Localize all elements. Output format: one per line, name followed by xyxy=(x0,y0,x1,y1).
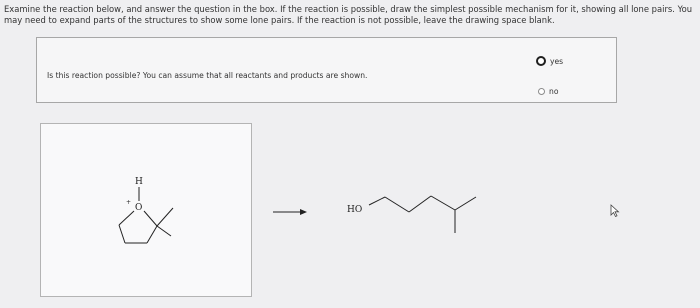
product-bond-5 xyxy=(455,197,476,210)
atom-h-label: H xyxy=(135,177,143,187)
charge-label: + xyxy=(126,199,132,206)
radio-yes-icon[interactable] xyxy=(536,56,546,66)
product-structure xyxy=(369,196,476,233)
product-bond-2 xyxy=(385,197,409,212)
option-yes-label: yes xyxy=(550,56,564,66)
atom-o-label: O xyxy=(135,203,143,213)
question-box xyxy=(36,37,617,103)
product-bond-4 xyxy=(431,196,455,210)
product-ho-label: HO xyxy=(347,205,363,215)
option-yes[interactable] xyxy=(536,56,563,66)
instructions-text: Examine the reaction below, and answer the question in the box. If the reaction is possible, draw the simplest possible mechanism for it, showing all lone pairs. You may need to expand parts of the structures to show some lone pairs. If the reaction is not possible, leave the drawing space blank. xyxy=(4,4,693,25)
product-bond-1 xyxy=(369,197,385,205)
drawing-area[interactable] xyxy=(40,123,252,297)
product-bond-3 xyxy=(409,196,431,212)
mouse-cursor-icon xyxy=(609,204,621,218)
radio-no-icon[interactable] xyxy=(538,88,545,95)
reaction-arrow-icon xyxy=(273,209,307,215)
question-text: Is this reaction possible? You can assume that all reactants and products are shown. xyxy=(47,71,368,80)
option-no[interactable] xyxy=(538,87,558,96)
option-no-label: no xyxy=(549,87,559,96)
